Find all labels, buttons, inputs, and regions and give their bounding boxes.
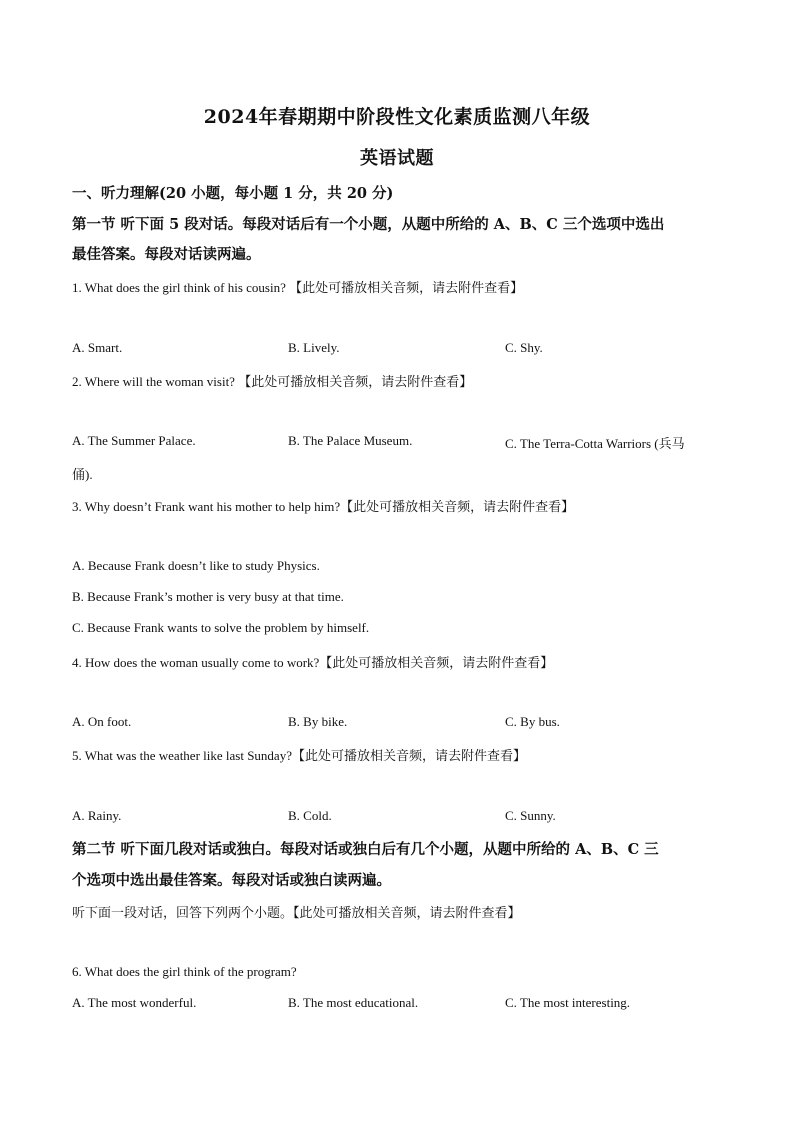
- question-2-option-c-continued: 俑).: [72, 467, 93, 482]
- question-3-option-b: B. Because Frank’s mother is very busy at that time.: [72, 589, 344, 604]
- question-6-stem: 6. What does the girl think of the program?: [72, 964, 297, 979]
- section1-instruction-line2: 最佳答案。每段对话读两遍。: [72, 246, 261, 263]
- question-5-option-c: C. Sunny.: [505, 808, 556, 823]
- question-4-option-b: B. By bike.: [288, 714, 348, 729]
- part-heading: 一、听力理解(20 小题，每小题 1 分，共 20 分): [72, 185, 394, 202]
- question-4-stem: 4. How does the woman usually come to work?【此处可播放相关音频，请去附件查看】: [72, 655, 554, 670]
- question-6-option-a: A. The most wonderful.: [72, 995, 197, 1010]
- exam-title: 2024年春期期中阶段性文化素质监测八年级: [203, 106, 591, 128]
- question-6-option-c: C. The most interesting.: [505, 995, 631, 1010]
- section2-intro: 听下面一段对话，回答下列两个小题。【此处可播放相关音频，请去附件查看】: [72, 905, 521, 920]
- question-2-stem: 2. Where will the woman visit? 【此处可播放相关音频，请去附件查看】: [72, 374, 473, 389]
- exam-subtitle: 英语试题: [360, 148, 434, 169]
- question-3-option-c: C. Because Frank wants to solve the problem by himself.: [72, 620, 370, 635]
- section1-instruction-line1: 第一节 听下面 5 段对话。每段对话后有一个小题，从题中所给的 A、B、C 三个选项中选出: [72, 216, 665, 233]
- question-2-option-c: C. The Terra-Cotta Warriors (兵马: [505, 436, 685, 451]
- question-4-option-a: A. On foot.: [72, 714, 132, 729]
- question-1-option-b: B. Lively.: [288, 340, 340, 355]
- question-1-option-c: C. Shy.: [505, 340, 543, 355]
- question-4-option-c: C. By bus.: [505, 714, 560, 729]
- question-5-stem: 5. What was the weather like last Sunday?【此处可播放相关音频，请去附件查看】: [72, 748, 526, 763]
- question-5-option-a: A. Rainy.: [72, 808, 122, 823]
- question-6-option-b: B. The most educational.: [288, 995, 419, 1010]
- question-2-option-b: B. The Palace Museum.: [288, 433, 413, 448]
- question-2-option-a: A. The Summer Palace.: [72, 433, 196, 448]
- question-3-stem: 3. Why doesn’t Frank want his mother to help him?【此处可播放相关音频，请去附件查看】: [72, 499, 575, 514]
- question-3-option-a: A. Because Frank doesn’t like to study Physics.: [72, 558, 320, 573]
- section2-instruction-line1: 第二节 听下面几段对话或独白。每段对话或独白后有几个小题，从题中所给的 A、B、C 三: [72, 841, 659, 858]
- question-1-stem: 1. What does the girl think of his cousin? 【此处可播放相关音频，请去附件查看】: [72, 280, 524, 295]
- question-1-option-a: A. Smart.: [72, 340, 123, 355]
- section2-instruction-line2: 个选项中选出最佳答案。每段对话或独白读两遍。: [72, 872, 391, 889]
- question-5-option-b: B. Cold.: [288, 808, 332, 823]
